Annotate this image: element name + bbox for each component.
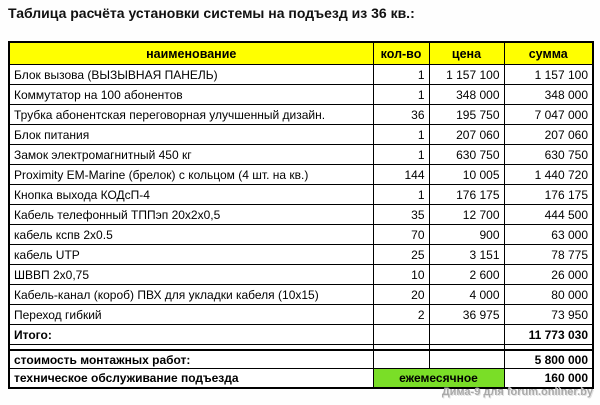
watermark: Дима-9 для forum.onliner.by <box>441 386 593 398</box>
cost-table <box>8 41 594 364</box>
total-row <box>9 325 593 345</box>
install-cost-label: стоимость монтажных работ: <box>9 350 373 369</box>
qty-cell: 2 <box>373 305 429 325</box>
item-name-cell: ШВВП 2х0,75 <box>9 265 373 285</box>
price-cell: 2 600 <box>429 265 504 285</box>
sum-cell: 26 000 <box>504 265 593 285</box>
price-cell: 10 005 <box>429 165 504 185</box>
total-price-cell <box>429 325 504 345</box>
price-cell: 4 000 <box>429 285 504 305</box>
sum-cell: 1 157 100 <box>504 65 593 85</box>
col-header-price: цена <box>429 42 504 65</box>
sum-cell: 73 950 <box>504 305 593 325</box>
qty-cell: 144 <box>373 165 429 185</box>
install-cost-qty-cell <box>373 350 429 369</box>
table-row <box>9 105 593 125</box>
item-name-cell: кабель кспв 2х0.5 <box>9 225 373 245</box>
price-cell: 3 151 <box>429 245 504 265</box>
maintenance-sum-cell: 160 000 <box>504 369 593 389</box>
table-row <box>9 205 593 225</box>
qty-cell: 1 <box>373 145 429 165</box>
item-name-cell: Блок питания <box>9 125 373 145</box>
price-cell: 900 <box>429 225 504 245</box>
qty-cell: 1 <box>373 125 429 145</box>
price-cell: 348 000 <box>429 85 504 105</box>
price-cell: 176 175 <box>429 185 504 205</box>
sum-cell: 207 060 <box>504 125 593 145</box>
page-title: Таблица расчёта установки системы на подъезд из 36 кв.: <box>8 5 415 21</box>
sum-cell: 80 000 <box>504 285 593 305</box>
item-name-cell: Кабель телефонный ТППэп 20х2х0,5 <box>9 205 373 225</box>
item-name-cell: Кабель-канал (короб) ПВХ для укладки кабеля (10х15) <box>9 285 373 305</box>
qty-cell: 20 <box>373 285 429 305</box>
table-row <box>9 85 593 105</box>
table-row <box>9 145 593 165</box>
total-sum-cell: 11 773 030 <box>504 325 593 345</box>
price-cell: 207 060 <box>429 125 504 145</box>
item-name-cell: Трубка абонентская переговорная улучшенный дизайн. <box>9 105 373 125</box>
sum-cell: 63 000 <box>504 225 593 245</box>
sum-cell: 444 500 <box>504 205 593 225</box>
sum-cell: 348 000 <box>504 85 593 105</box>
table-row <box>9 265 593 285</box>
installation-cost-row <box>9 350 593 369</box>
qty-cell: 70 <box>373 225 429 245</box>
item-name-cell: Блок вызова (ВЫЗЫВНАЯ ПАНЕЛЬ) <box>9 65 373 85</box>
item-name-cell: Замок электромагнитный 450 кг <box>9 145 373 165</box>
sum-cell: 78 775 <box>504 245 593 265</box>
maintenance-label: техническое обслуживание подъезда <box>9 369 373 389</box>
table-row <box>9 225 593 245</box>
summary-table <box>8 349 594 389</box>
sum-cell: 630 750 <box>504 145 593 165</box>
maintenance-period-badge: ежемесячное <box>373 369 504 389</box>
total-label: Итого: <box>9 325 373 345</box>
table-header-row <box>9 42 593 65</box>
item-name-cell: Переход гибкий <box>9 305 373 325</box>
install-cost-sum-cell: 5 800 000 <box>504 350 593 369</box>
col-header-qty: кол-во <box>373 42 429 65</box>
qty-cell: 35 <box>373 205 429 225</box>
table-row <box>9 65 593 85</box>
price-cell: 195 750 <box>429 105 504 125</box>
total-qty-cell <box>373 325 429 345</box>
install-cost-price-cell <box>429 350 504 369</box>
col-header-sum: сумма <box>504 42 593 65</box>
qty-cell: 1 <box>373 185 429 205</box>
qty-cell: 10 <box>373 265 429 285</box>
sum-cell: 1 440 720 <box>504 165 593 185</box>
price-cell: 12 700 <box>429 205 504 225</box>
table-row <box>9 185 593 205</box>
sum-cell: 7 047 000 <box>504 105 593 125</box>
table-row <box>9 305 593 325</box>
qty-cell: 1 <box>373 85 429 105</box>
table-row <box>9 245 593 265</box>
price-cell: 630 750 <box>429 145 504 165</box>
table-row <box>9 285 593 305</box>
qty-cell: 25 <box>373 245 429 265</box>
price-cell: 1 157 100 <box>429 65 504 85</box>
table-row <box>9 125 593 145</box>
price-cell: 36 975 <box>429 305 504 325</box>
item-name-cell: кабель UTP <box>9 245 373 265</box>
table-row <box>9 165 593 185</box>
item-name-cell: Кнопка выхода КОДсП-4 <box>9 185 373 205</box>
qty-cell: 1 <box>373 65 429 85</box>
qty-cell: 36 <box>373 105 429 125</box>
col-header-name: наименование <box>9 42 373 65</box>
item-name-cell: Proximity EM-Marine (брелок) с кольцом (4 шт. на кв.) <box>9 165 373 185</box>
sum-cell: 176 175 <box>504 185 593 205</box>
item-name-cell: Коммутатор на 100 абонентов <box>9 85 373 105</box>
